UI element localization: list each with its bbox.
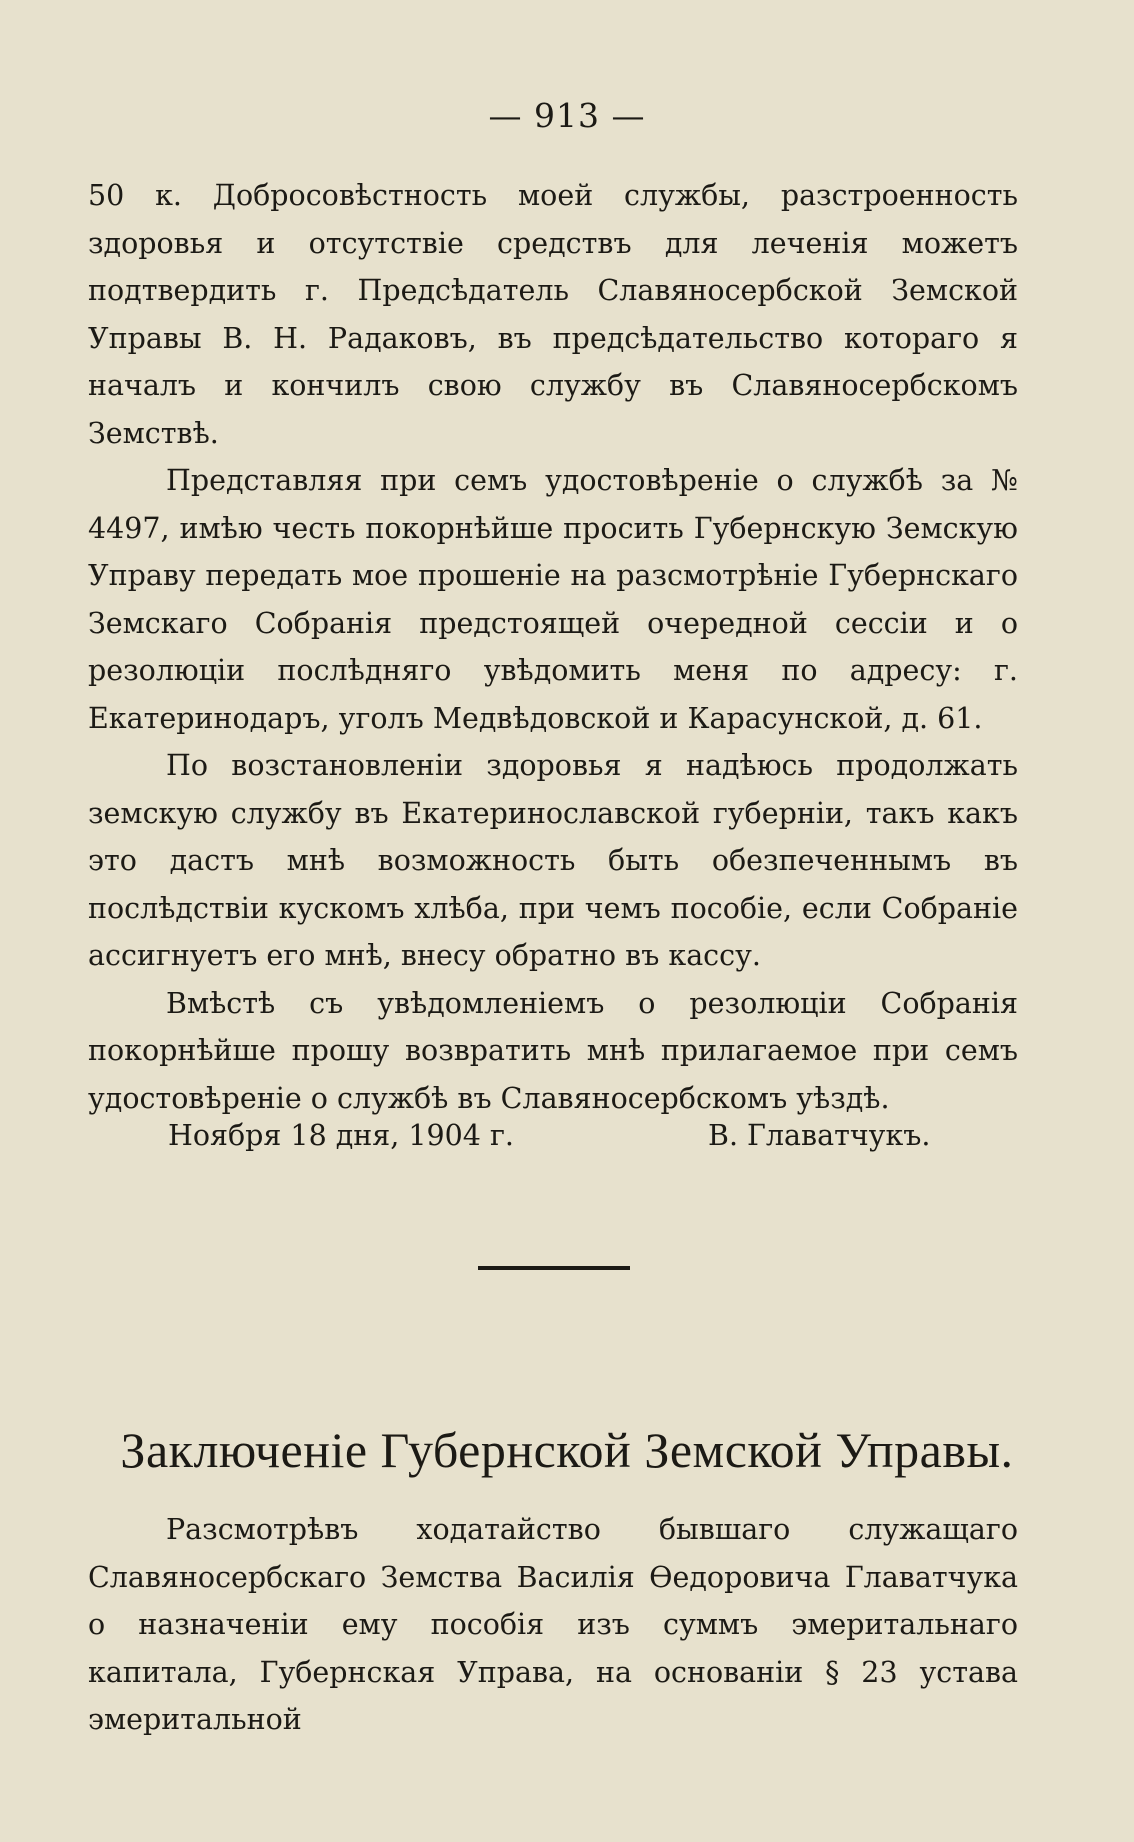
section-heading: Заключеніе Губернской Земской Управы. — [120, 1422, 1014, 1478]
section-divider — [478, 1266, 630, 1270]
letter-paragraph: Представляя при семъ удостовѣреніе о службѣ за № 4497, имѣю честь покорнѣйше просить Губернскую Земскую Управу передать мое прошеніе на разсмотрѣніе Губернскаго Земскаго Собранія предстоящей очередной сессіи и о резолюціи послѣдняго увѣдомить меня по адресу: г. Екатеринодаръ, уголъ Медвѣдовской и Карасунской, д. 61. — [88, 464, 1018, 735]
letter-paragraph: 50 к. Добросовѣстность моей службы, разстроенность здоровья и отсутствіе средствъ для леченія можетъ подтвердить г. Предсѣдатель Славяносербской Земской Управы В. Н. Радаковъ, въ предсѣдательство котораго я началъ и кончилъ свою службу въ Славяносербскомъ Земствѣ. — [88, 179, 1018, 450]
letter-paragraph: Вмѣстѣ съ увѣдомленіемъ о резолюціи Собранія покорнѣйше прошу возвратить мнѣ прилагаемое при семъ удостовѣреніе о службѣ въ Славяносербскомъ уѣздѣ. — [88, 986, 1018, 1115]
letter-body — [88, 172, 1018, 1122]
letter-date: Ноября 18 дня, 1904 г. — [168, 1119, 514, 1152]
letter-signature: В. Главатчукъ. — [708, 1119, 931, 1152]
page-number: — 913 — — [488, 96, 646, 135]
letter-paragraph: По возстановленіи здоровья я надѣюсь продолжать земскую службу въ Екатеринославской губерніи, такъ какъ это дастъ мнѣ возможность быть обезпеченнымъ въ послѣдствіи кускомъ хлѣба, при чемъ пособіе, если Собраніе ассигнуетъ его мнѣ, внесу обратно въ кассу. — [88, 749, 1018, 972]
conclusion-paragraph: Разсмотрѣвъ ходатайство бывшаго служащаго Славяносербскаго Земства Василія Ѳедоровича Главатчука о назначеніи ему пособія изъ суммъ эмеритальнаго капитала, Губернская Управа, на основаніи § 23 устава эмеритальной — [88, 1513, 1018, 1736]
conclusion-body — [88, 1506, 1018, 1744]
